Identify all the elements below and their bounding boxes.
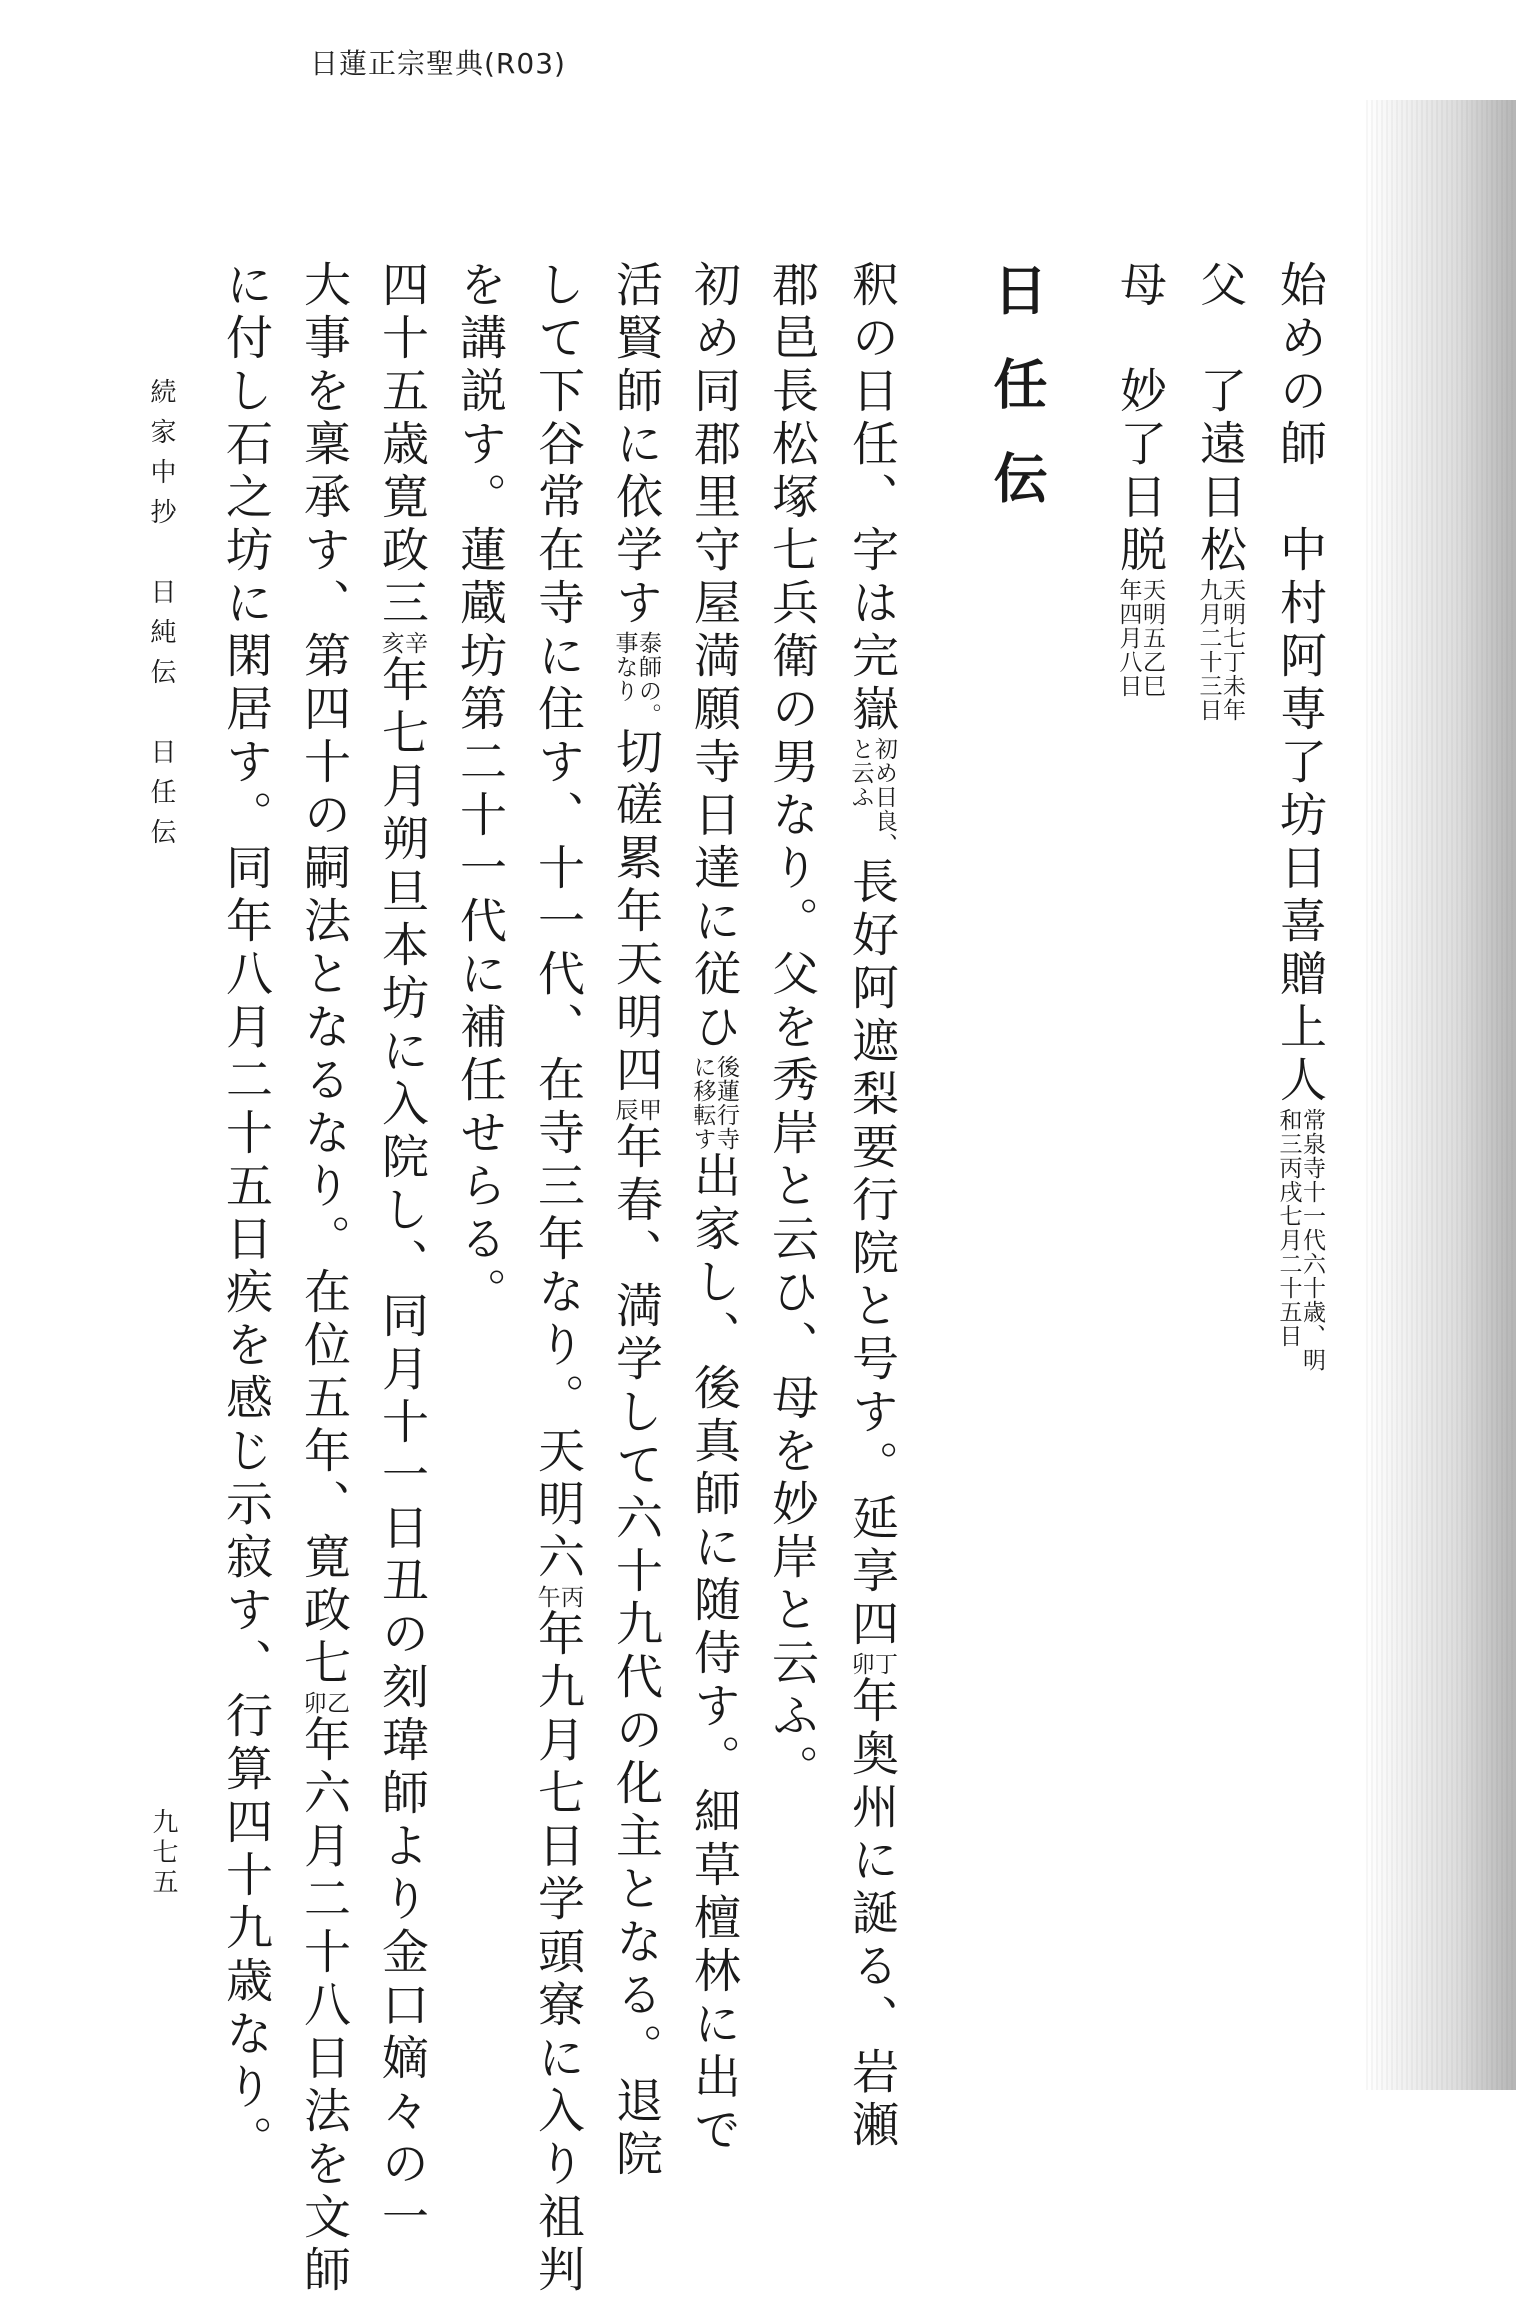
- body-column-7: [374, 260, 429, 2245]
- interlinear-note: [690, 1055, 737, 1151]
- body-column-8: [296, 260, 351, 2298]
- note-line: 亥: [377, 631, 404, 655]
- mother-line: [1112, 260, 1167, 698]
- teacher-note-b: 和三丙戌七月二十五日: [1275, 1108, 1302, 1348]
- body-column-1: [844, 260, 899, 2153]
- interlinear-note: [848, 1652, 895, 1676]
- note-line: 卯: [847, 1652, 874, 1676]
- body-column-9: [218, 260, 273, 2168]
- body-column-4: [608, 260, 663, 2182]
- note-line: 事なり: [611, 631, 638, 703]
- interlinear-note: [612, 1098, 659, 1122]
- mother-main: 母 妙了日脱: [1112, 260, 1167, 578]
- section-title: 日任伝: [985, 262, 1049, 544]
- mother-note: [1116, 578, 1163, 698]
- body-text: 四十五歳寛政三: [374, 260, 429, 631]
- interlinear-note: [378, 631, 425, 655]
- note-line: 乙: [323, 1691, 349, 1715]
- teacher-line: [1272, 260, 1327, 1372]
- body-text: 切磋累年天明四: [608, 727, 663, 1098]
- body-text: 年奥州に誕る、岩瀬: [844, 1676, 899, 2153]
- body-column-5: [530, 260, 585, 2298]
- note-line: 後蓮行寺: [713, 1055, 739, 1151]
- body-column-6: [452, 260, 507, 1320]
- teacher-note: [1276, 1108, 1323, 1372]
- body-text: を講説す。蓮蔵坊第二十一代に補任せらる。: [452, 260, 507, 1320]
- body-text: 年春、満学して六十九代の化主となる。退院: [608, 1122, 663, 2182]
- interlinear-note: [612, 631, 659, 727]
- body-text: に付し石之坊に閑居す。同年八月二十五日疾を感じ示寂す、行算四十九歳なり。: [218, 260, 273, 2168]
- body-text: 初め同郡里守屋満願寺日達に従ひ: [686, 260, 741, 1055]
- body-text: 郡邑長松塚七兵衛の男なり。父を秀岸と云ひ、母を妙岸と云ふ。: [764, 260, 819, 1797]
- note-line: 初め日良、: [871, 737, 897, 857]
- note-line: と云ふ: [847, 737, 874, 809]
- note-line: 午: [533, 1585, 560, 1609]
- interlinear-note: [300, 1691, 347, 1715]
- note-line: 甲: [635, 1098, 661, 1122]
- mother-note-b: 年四月八日: [1115, 578, 1142, 698]
- father-note: [1196, 578, 1243, 722]
- page-number: 九七五: [148, 1808, 178, 1898]
- note-line: に移転す: [689, 1055, 716, 1151]
- body-column-2: [764, 260, 819, 1797]
- note-line: 泰師の。: [635, 631, 661, 727]
- scan-shadow-edge: [1366, 100, 1516, 2090]
- father-note-b: 九月二十三日: [1195, 578, 1222, 722]
- father-note-a: 天明七丁未年: [1219, 578, 1245, 722]
- note-line: 卯: [299, 1691, 326, 1715]
- note-line: 丙: [557, 1585, 583, 1609]
- mother-note-a: 天明五乙巳: [1139, 578, 1165, 698]
- interlinear-note: [534, 1585, 581, 1609]
- body-text: 釈の日任、字は完嶽: [844, 260, 899, 737]
- page-header: 日蓮正宗聖典(R03): [310, 47, 566, 80]
- body-text: 出家し、後真師に随侍す。細草檀林に出で: [686, 1151, 741, 2158]
- note-line: 辰: [611, 1098, 638, 1122]
- body-text: して下谷常在寺に住す、十一代、在寺三年なり。天明六: [530, 260, 585, 1585]
- interlinear-note: [848, 737, 895, 857]
- running-title: 続家中抄 日純伝 日任伝: [146, 378, 176, 858]
- note-line: 丁: [871, 1652, 897, 1676]
- teacher-note-a: 常泉寺十一代六十歳、明: [1299, 1108, 1325, 1372]
- body-text: 年九月七日学頭寮に入り祖判: [530, 1609, 585, 2298]
- body-text: 活賢師に依学す: [608, 260, 663, 631]
- body-text: 大事を稟承す、第四十の嗣法となるなり。在位五年、寛政七: [296, 260, 351, 1691]
- body-text: 年六月二十八日法を文師: [296, 1715, 351, 2298]
- note-line: 辛: [401, 631, 427, 655]
- teacher-main: 始めの師 中村阿専了坊日喜贈上人: [1272, 260, 1327, 1108]
- body-text: 年七月朔旦本坊に入院し、同月十一日丑の刻瑋師より金口嫡々の一: [374, 655, 429, 2245]
- body-text: 長好阿遮梨要行院と号す。延享四: [844, 857, 899, 1652]
- father-line: [1192, 260, 1247, 722]
- father-main: 父 了遠日松: [1192, 260, 1247, 578]
- body-column-3: [686, 260, 741, 2158]
